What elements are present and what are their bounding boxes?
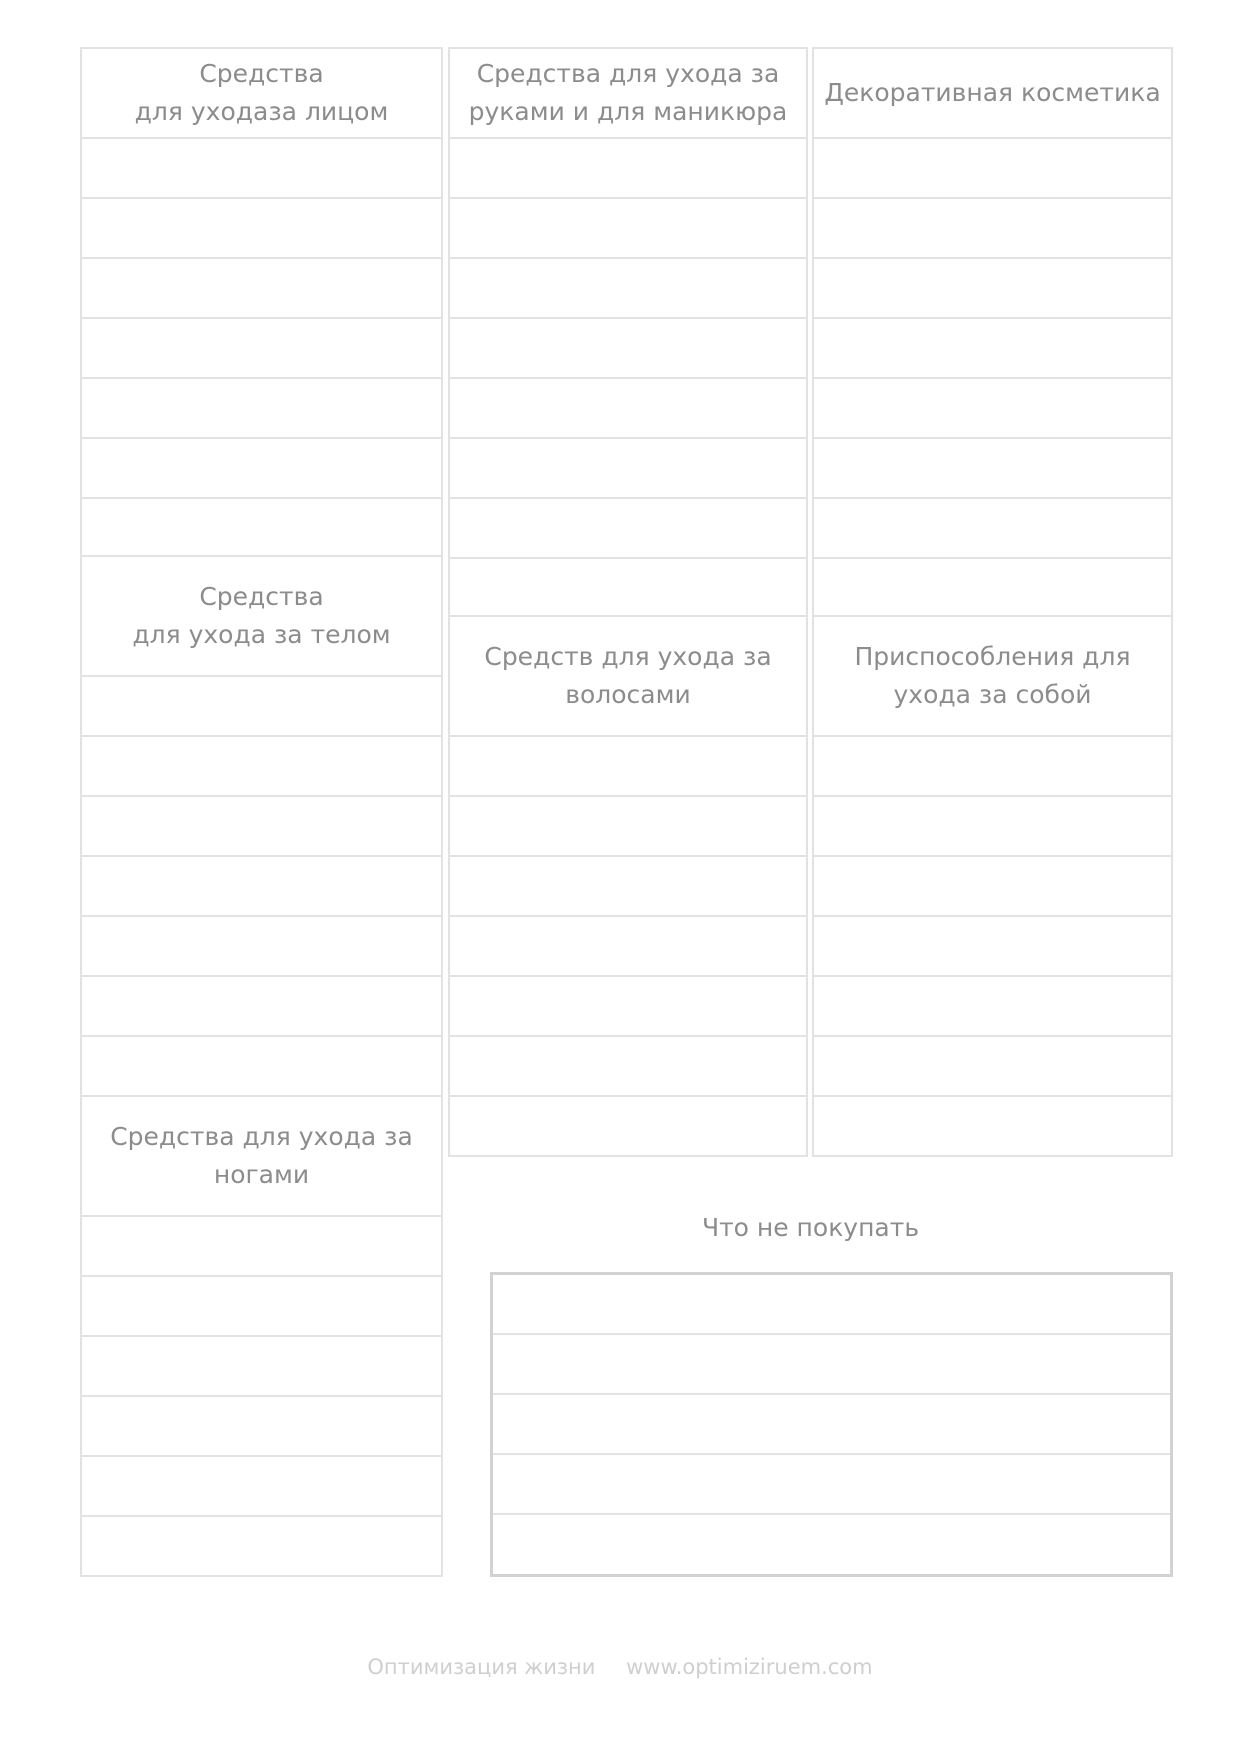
list-line: [814, 855, 1171, 857]
list-line: [814, 257, 1171, 259]
list-line: [82, 855, 441, 857]
list-line: [82, 795, 441, 797]
list-line: [814, 795, 1171, 797]
footer-url[interactable]: www.optimiziruem.com: [626, 1655, 873, 1679]
list-line: [493, 1333, 1170, 1335]
list-line: [814, 557, 1171, 559]
list-line: [814, 377, 1171, 379]
page-footer: [0, 1655, 1240, 1679]
face-care-list: [80, 47, 443, 557]
footer-brand: Оптимизация жизни: [367, 1655, 596, 1679]
list-line: [82, 1035, 441, 1037]
hand-care-heading: Средства для ухода за руками и для маникюра: [450, 49, 806, 139]
list-line: [82, 1515, 441, 1517]
list-line: [82, 437, 441, 439]
list-line: [450, 257, 806, 259]
list-line: [450, 437, 806, 439]
self-care-tools-list: [812, 617, 1173, 1157]
list-line: [450, 557, 806, 559]
list-line: [450, 855, 806, 857]
list-line: [82, 1335, 441, 1337]
face-care-heading: Средства для уходаза лицом: [82, 49, 441, 139]
list-line: [814, 975, 1171, 977]
list-line: [450, 377, 806, 379]
hand-care-list: [448, 47, 808, 617]
feet-care-heading: Средства для ухода за ногами: [82, 1097, 441, 1217]
list-line: [82, 975, 441, 977]
list-line: [450, 915, 806, 917]
list-line: [814, 1095, 1171, 1097]
list-line: [82, 1275, 441, 1277]
list-line: [493, 1453, 1170, 1455]
list-line: [82, 377, 441, 379]
list-line: [450, 197, 806, 199]
list-line: [814, 317, 1171, 319]
body-care-heading: Средства для ухода за телом: [82, 557, 441, 677]
list-line: [450, 1095, 806, 1097]
body-care-list: [80, 557, 443, 1097]
list-line: [82, 257, 441, 259]
list-line: [82, 1455, 441, 1457]
hair-care-list: [448, 617, 808, 1157]
list-line: [82, 735, 441, 737]
list-line: [814, 915, 1171, 917]
list-line: [450, 1035, 806, 1037]
feet-care-list: [80, 1097, 443, 1577]
list-line: [450, 317, 806, 319]
list-line: [814, 197, 1171, 199]
list-line: [82, 197, 441, 199]
list-line: [450, 497, 806, 499]
list-line: [814, 1035, 1171, 1037]
list-line: [450, 975, 806, 977]
makeup-heading: Декоративная косметика: [814, 49, 1171, 139]
list-line: [493, 1513, 1170, 1515]
list-line: [814, 437, 1171, 439]
dont-buy-heading: Что не покупать: [701, 1213, 920, 1242]
dont-buy-list: [490, 1272, 1173, 1577]
list-line: [82, 915, 441, 917]
list-line: [814, 497, 1171, 499]
list-line: [493, 1393, 1170, 1395]
list-line: [82, 1395, 441, 1397]
list-line: [82, 317, 441, 319]
list-line: [450, 795, 806, 797]
hair-care-heading: Средств для ухода за волосами: [450, 617, 806, 737]
makeup-list: [812, 47, 1173, 617]
list-line: [82, 497, 441, 499]
self-care-tools-heading: Приспособления для ухода за собой: [814, 617, 1171, 737]
